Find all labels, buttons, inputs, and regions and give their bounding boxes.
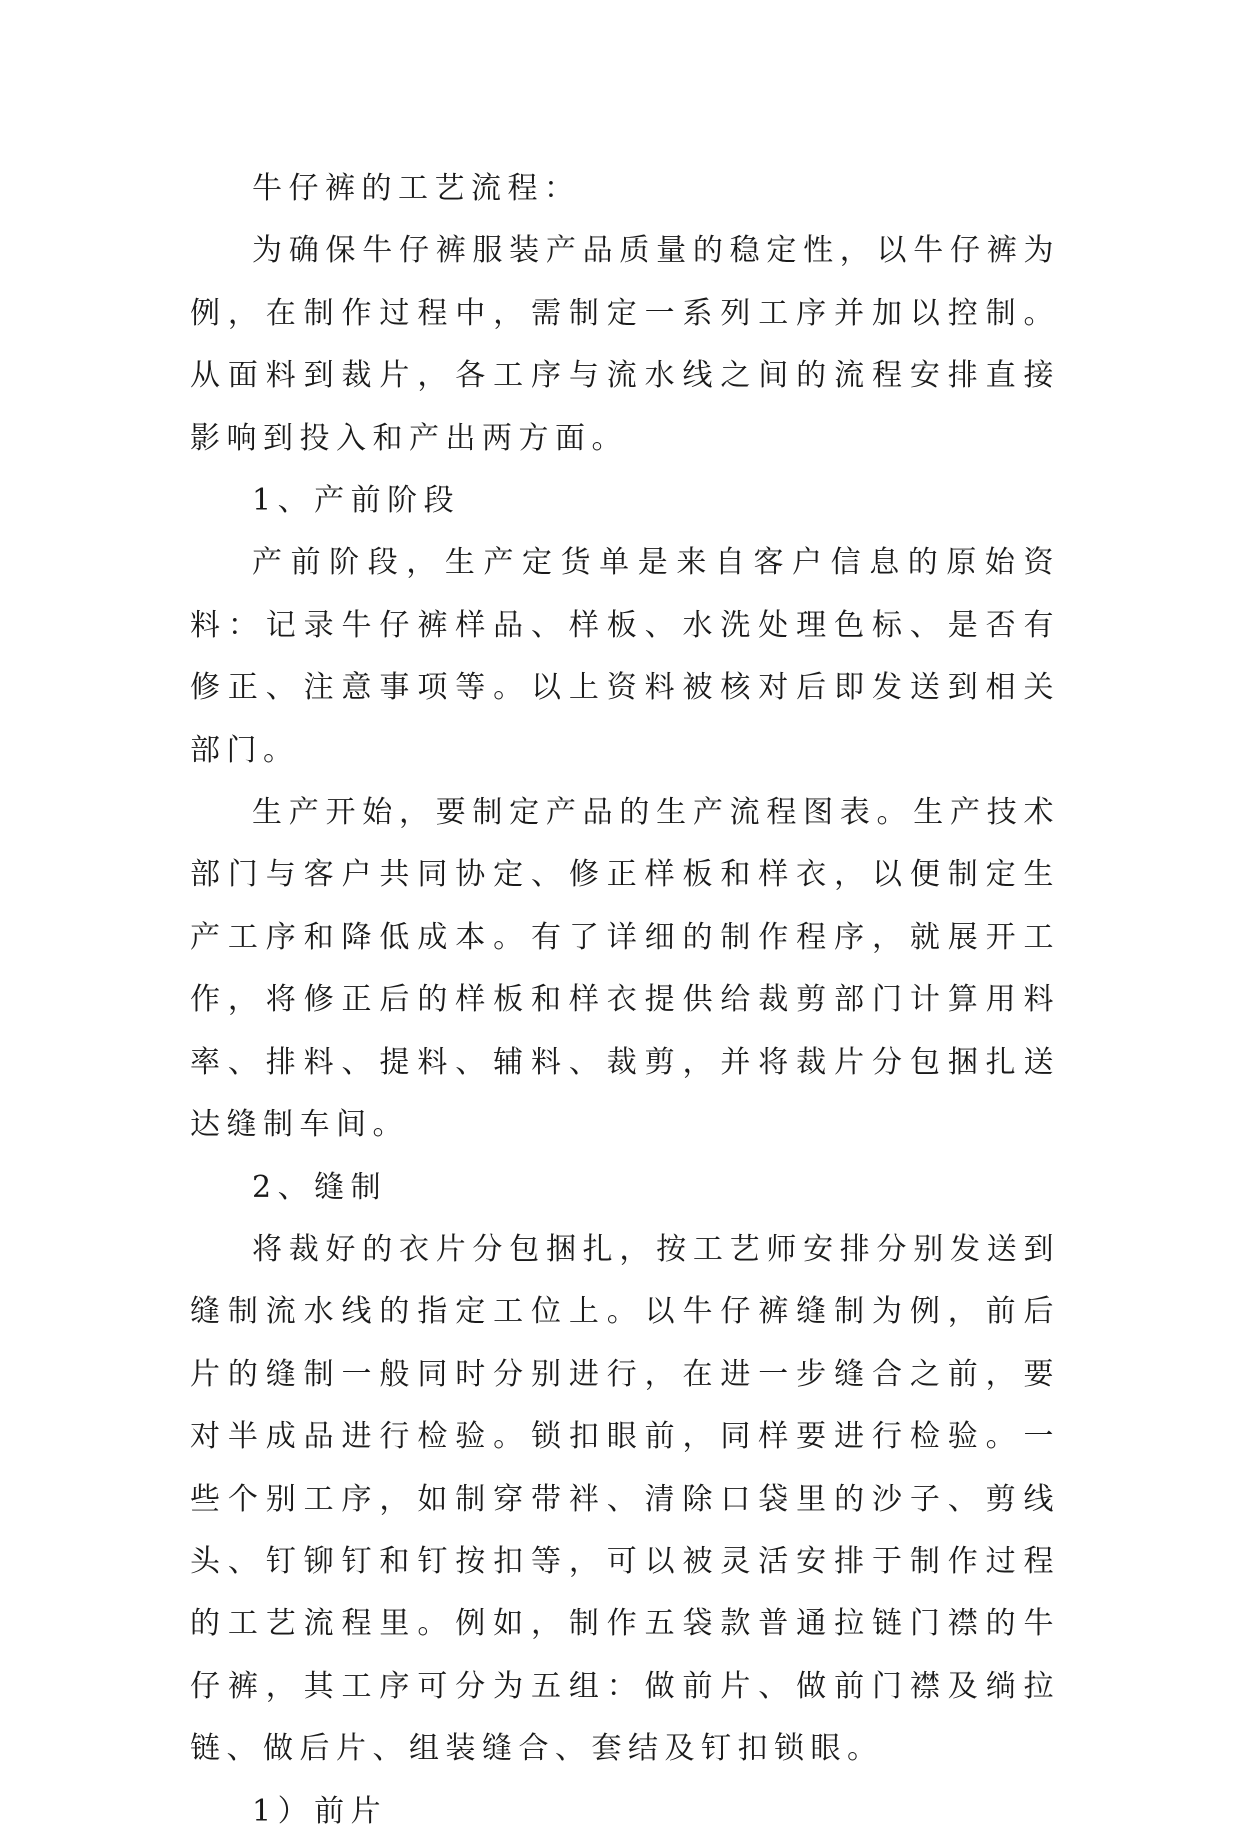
- paragraph-sewing: 将裁好的衣片分包捆扎，按工艺师安排分别发送到缝制流水线的指定工位上。以牛仔裤缝制为例，前后片的缝制一般同时分别进行，在进一步缝合之前，要对半成品进行检验。锁扣眼前，同样要进行检验。一些个别工序，如制穿带袢、清除口袋里的沙子、剪线头、钉铆钉和钉按扣等，可以被灵活安排于制作过程的工艺流程里。例如，制作五袋款普通拉链门襟的牛仔裤，其工序可分为五组：做前片、做前门襟及绱拉链、做后片、组装缝合、套结及钉扣锁眼。: [190, 1231, 1060, 1767]
- document-body: [190, 158, 1060, 1843]
- paragraph-intro: 为确保牛仔裤服装产品质量的稳定性，以牛仔裤为例，在制作过程中，需制定一系列工序并加以控制。从面料到裁片，各工序与流水线之间的流程安排直接影响到投入和产出两方面。: [190, 233, 1060, 456]
- heading-sewing: 2、缝制: [252, 1169, 388, 1205]
- paragraph-production-start: 生产开始，要制定产品的生产流程图表。生产技术部门与客户共同协定、修正样板和样衣，以便制定生产工序和降低成本。有了详细的制作程序，就展开工作，将修正后的样板和样衣提供给裁剪部门计算用料率、排料、提料、辅料、裁剪，并将裁片分包捆扎送达缝制车间。: [190, 795, 1060, 1143]
- heading-process: 牛仔裤的工艺流程：: [252, 171, 581, 206]
- paragraph-pre-production: 产前阶段，生产定货单是来自客户信息的原始资料：记录牛仔裤样品、样板、水洗处理色标、是否有修正、注意事项等。以上资料被核对后即发送到相关部门。: [190, 545, 1060, 768]
- heading-pre-production: 1、产前阶段: [252, 483, 461, 519]
- heading-front-panel: 1）前片: [252, 1793, 388, 1829]
